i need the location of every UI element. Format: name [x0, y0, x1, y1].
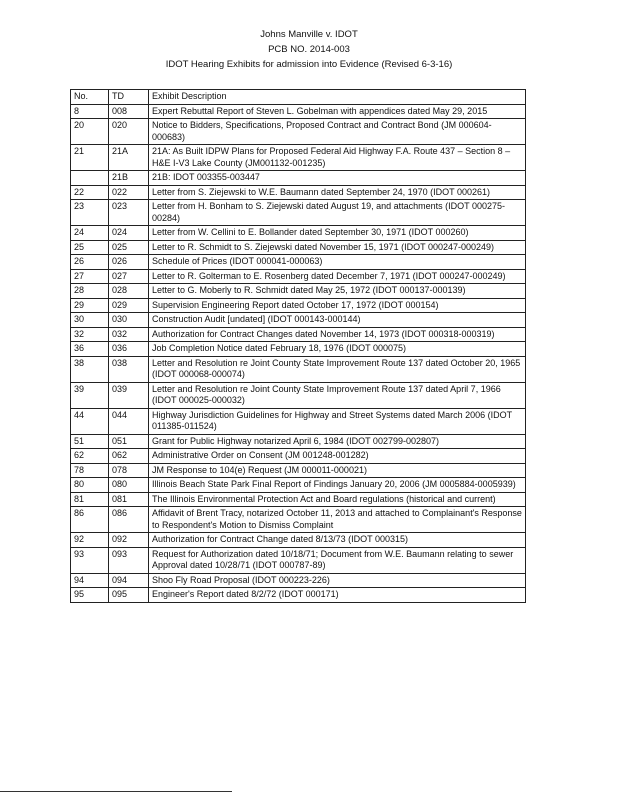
table-row [71, 547, 526, 573]
td-number-cell: 025 [109, 240, 149, 255]
table-row [71, 284, 526, 299]
td-number-cell: 028 [109, 284, 149, 299]
td-number-cell: 029 [109, 298, 149, 313]
exhibit-description-cell: Letter from W. Cellini to E. Bollander dated September 30, 1971 (IDOT 000260) [149, 226, 526, 241]
exhibit-number-cell: 86 [71, 507, 109, 533]
table-row [71, 269, 526, 284]
exhibit-description-cell: Authorization for Contract Changes dated November 14, 1973 (IDOT 000318-000319) [149, 327, 526, 342]
td-number-cell: 051 [109, 434, 149, 449]
exhibit-description-cell: The Illinois Environmental Protection Act and Board regulations (historical and current) [149, 492, 526, 507]
td-number-cell: 039 [109, 382, 149, 408]
td-number-cell: 024 [109, 226, 149, 241]
exhibit-number-cell: 36 [71, 342, 109, 357]
exhibit-description-cell: 21B: IDOT 003355-003447 [149, 171, 526, 186]
exhibit-number-cell [71, 171, 109, 186]
column-header-no: No. [71, 90, 109, 105]
exhibit-description-cell: Letter to G. Moberly to R. Schmidt dated May 25, 1972 (IDOT 000137-000139) [149, 284, 526, 299]
table-row [71, 145, 526, 171]
exhibit-number-cell: 27 [71, 269, 109, 284]
exhibit-description-cell: Construction Audit [undated] (IDOT 000143-000144) [149, 313, 526, 328]
table-row [71, 408, 526, 434]
table-row [71, 382, 526, 408]
exhibit-description-cell: Letter and Resolution re Joint County State Improvement Route 137 dated April 7, 1966 (IDOT 000025-000032) [149, 382, 526, 408]
td-number-cell: 081 [109, 492, 149, 507]
exhibit-number-cell: 80 [71, 478, 109, 493]
column-header-td: TD [109, 90, 149, 105]
exhibit-description-cell: Letter from S. Ziejewski to W.E. Baumann dated September 24, 1970 (IDOT 000261) [149, 185, 526, 200]
exhibit-number-cell: 44 [71, 408, 109, 434]
case-number: PCB NO. 2014-003 [268, 44, 350, 55]
exhibit-description-cell: Engineer's Report dated 8/2/72 (IDOT 000171) [149, 588, 526, 603]
table-row [71, 533, 526, 548]
column-header-description: Exhibit Description [149, 90, 526, 105]
table-row [71, 185, 526, 200]
exhibit-number-cell: 39 [71, 382, 109, 408]
exhibit-number-cell: 20 [71, 119, 109, 145]
td-number-cell: 078 [109, 463, 149, 478]
td-number-cell: 044 [109, 408, 149, 434]
exhibit-number-cell: 92 [71, 533, 109, 548]
exhibit-description-cell: Letter to R. Schmidt to S. Ziejewski dated November 15, 1971 (IDOT 000247-000249) [149, 240, 526, 255]
td-number-cell: 032 [109, 327, 149, 342]
td-number-cell: 095 [109, 588, 149, 603]
table-row [71, 449, 526, 464]
table-row [71, 104, 526, 119]
exhibit-description-cell: Administrative Order on Consent (JM 001248-001282) [149, 449, 526, 464]
exhibit-number-cell: 38 [71, 356, 109, 382]
td-number-cell: 080 [109, 478, 149, 493]
table-row [71, 478, 526, 493]
exhibit-description-cell: Shoo Fly Road Proposal (IDOT 000223-226) [149, 573, 526, 588]
exhibit-number-cell: 94 [71, 573, 109, 588]
exhibit-number-cell: 28 [71, 284, 109, 299]
table-row [71, 200, 526, 226]
exhibit-description-cell: Affidavit of Brent Tracy, notarized October 11, 2013 and attached to Complainant's Response to Respondent's Motion to Dismiss Complaint [149, 507, 526, 533]
exhibit-description-cell: Highway Jurisdiction Guidelines for Highway and Street Systems dated March 2006 (IDOT 011385-011524) [149, 408, 526, 434]
td-number-cell: 086 [109, 507, 149, 533]
exhibit-description-cell: Illinois Beach State Park Final Report of Findings January 20, 2006 (JM 0005884-0005939) [149, 478, 526, 493]
table-row [71, 588, 526, 603]
table-row [71, 356, 526, 382]
exhibit-description-cell: Letter and Resolution re Joint County State Improvement Route 137 dated October 20, 1965 (IDOT 000068-000074) [149, 356, 526, 382]
exhibit-description-cell: Letter to R. Golterman to E. Rosenberg dated December 7, 1971 (IDOT 000247-000249) [149, 269, 526, 284]
exhibit-number-cell: 81 [71, 492, 109, 507]
exhibit-number-cell: 78 [71, 463, 109, 478]
td-number-cell: 008 [109, 104, 149, 119]
table-row [71, 119, 526, 145]
td-number-cell: 094 [109, 573, 149, 588]
exhibit-number-cell: 22 [71, 185, 109, 200]
td-number-cell: 092 [109, 533, 149, 548]
exhibit-number-cell: 95 [71, 588, 109, 603]
case-caption: Johns Manville v. IDOT [260, 29, 358, 40]
footer-rule [0, 791, 232, 792]
table-row [71, 171, 526, 186]
td-number-cell: 020 [109, 119, 149, 145]
td-number-cell: 026 [109, 255, 149, 270]
exhibit-description-cell: Letter from H. Bonham to S. Ziejewski dated August 19, and attachments (IDOT 000275-00284) [149, 200, 526, 226]
exhibit-description-cell: Authorization for Contract Change dated 8/13/73 (IDOT 000315) [149, 533, 526, 548]
exhibit-description-cell: Job Completion Notice dated February 18, 1976 (IDOT 000075) [149, 342, 526, 357]
td-number-cell: 027 [109, 269, 149, 284]
exhibit-number-cell: 24 [71, 226, 109, 241]
table-row [71, 507, 526, 533]
td-number-cell: 023 [109, 200, 149, 226]
exhibits-table [70, 89, 526, 603]
table-row [71, 463, 526, 478]
exhibit-description-cell: 21A: As Built IDPW Plans for Proposed Federal Aid Highway F.A. Route 437 – Section 8 – H&E I-V3 Lake County (JM001132-001235) [149, 145, 526, 171]
exhibit-description-cell: Request for Authorization dated 10/18/71; Document from W.E. Baumann relating to sewer Approval dated 10/28/71 (IDOT 000787-89) [149, 547, 526, 573]
table-row [71, 313, 526, 328]
table-row [71, 342, 526, 357]
table-header-row [71, 90, 526, 105]
table-row [71, 298, 526, 313]
table-row [71, 434, 526, 449]
td-number-cell: 062 [109, 449, 149, 464]
table-row [71, 327, 526, 342]
td-number-cell: 093 [109, 547, 149, 573]
exhibit-number-cell: 32 [71, 327, 109, 342]
exhibit-number-cell: 26 [71, 255, 109, 270]
exhibit-description-cell: JM Response to 104(e) Request (JM 000011-000021) [149, 463, 526, 478]
exhibit-number-cell: 62 [71, 449, 109, 464]
exhibit-number-cell: 25 [71, 240, 109, 255]
exhibit-description-cell: Expert Rebuttal Report of Steven L. Gobelman with appendices dated May 29, 2015 [149, 104, 526, 119]
table-row [71, 240, 526, 255]
document-title: IDOT Hearing Exhibits for admission into Evidence (Revised 6-3-16) [165, 59, 453, 70]
table-row [71, 255, 526, 270]
exhibit-description-cell: Notice to Bidders, Specifications, Proposed Contract and Contract Bond (JM 000604-000683) [149, 119, 526, 145]
exhibit-number-cell: 51 [71, 434, 109, 449]
exhibit-description-cell: Schedule of Prices (IDOT 000041-000063) [149, 255, 526, 270]
exhibit-number-cell: 93 [71, 547, 109, 573]
td-number-cell: 038 [109, 356, 149, 382]
exhibit-number-cell: 8 [71, 104, 109, 119]
td-number-cell: 21B [109, 171, 149, 186]
exhibit-number-cell: 30 [71, 313, 109, 328]
exhibit-description-cell: Grant for Public Highway notarized April 6, 1984 (IDOT 002799-002807) [149, 434, 526, 449]
td-number-cell: 036 [109, 342, 149, 357]
document-header [0, 27, 618, 72]
td-number-cell: 030 [109, 313, 149, 328]
table-row [71, 226, 526, 241]
table-row [71, 492, 526, 507]
table-row [71, 573, 526, 588]
exhibit-number-cell: 21 [71, 145, 109, 171]
exhibit-description-cell: Supervision Engineering Report dated October 17, 1972 (IDOT 000154) [149, 298, 526, 313]
td-number-cell: 022 [109, 185, 149, 200]
exhibit-number-cell: 23 [71, 200, 109, 226]
td-number-cell: 21A [109, 145, 149, 171]
exhibit-number-cell: 29 [71, 298, 109, 313]
